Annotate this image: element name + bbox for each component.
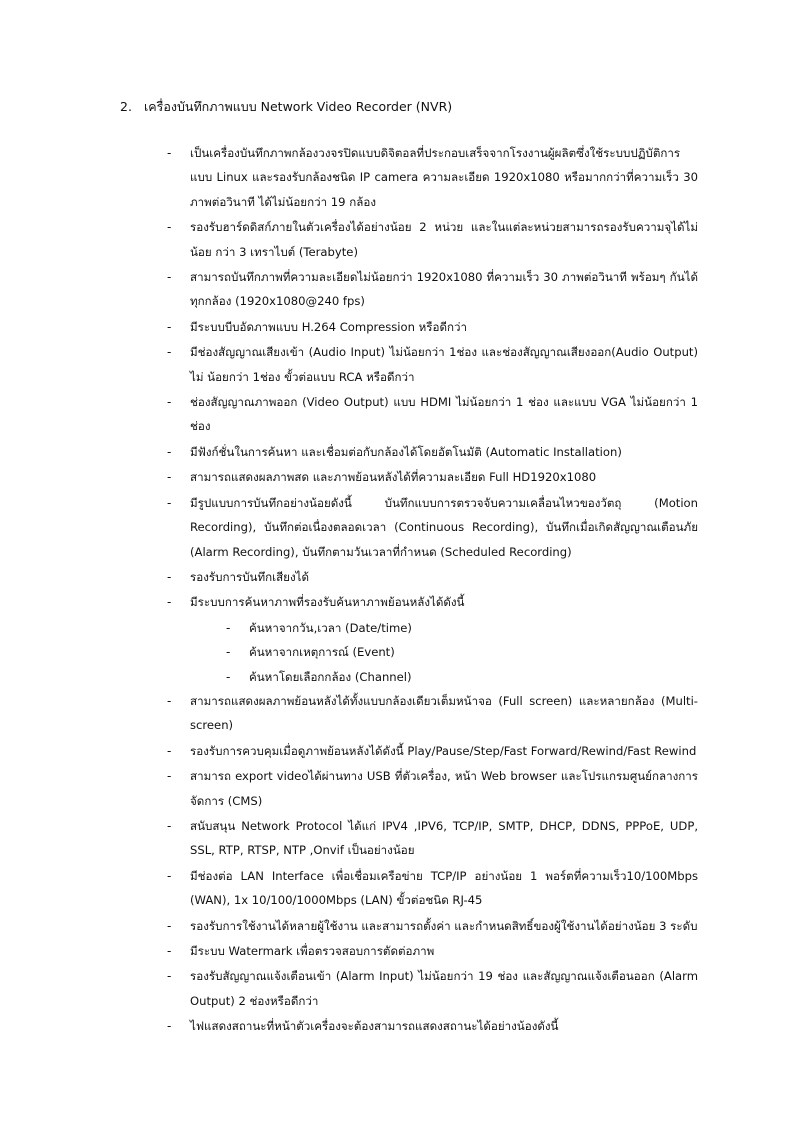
- spec-item-text: รองรับการบันทึกเสียงได้: [190, 569, 309, 584]
- spec-subitem-text: ค้นหาจากเหตุการณ์ (Event): [249, 645, 395, 660]
- bullet-dash: -: [167, 944, 172, 958]
- spec-item-text: สามารถบันทึกภาพที่ความละเอียดไม่น้อยกว่า 1920x1080 ที่ความเร็ว 30 ภาพต่อวินาที พร้อมๆ กันได้ ทุกกล้อง (1920x1080@240 fps): [190, 270, 698, 309]
- spec-item: [0, 939, 794, 963]
- spec-list: [0, 141, 794, 1040]
- bullet-dash: -: [167, 444, 172, 459]
- spec-subitem: [0, 665, 794, 689]
- spec-item-text: เป็นเครื่องบันทึกภาพกล้องวงจรปิดแบบดิจิตอลที่ประกอบเสร็จจากโรงงานผู้ผลิตซึ่งใช้ระบบปฏิบัติการ แบบ Linux และรองรับกล้องชนิด IP camera ความละเอียด 1920x1080 หรือมากกว่าที่ความเร็ว 30 ภาพต่อวินาที ได้ไม่น้อยกว่า 19 กล้อง: [190, 146, 698, 209]
- spec-item: [0, 141, 794, 214]
- spec-item-text: ไฟแสดงสถานะที่หน้าตัวเครื่องจะต้องสามารถแสดงสถานะได้อย่างน้องดังนี้: [190, 1019, 559, 1034]
- bullet-dash: -: [167, 918, 172, 933]
- spec-item-text: มีระบบ Watermark เพื่อตรวจสอบการตัดต่อภาพ: [190, 944, 435, 958]
- bullet-dash: -: [167, 319, 172, 334]
- spec-item-text: มีระบบการค้นหาภาพที่รองรับค้นหาภาพย้อนหลังได้ดังนี้: [190, 595, 465, 610]
- spec-item: [0, 689, 794, 738]
- bullet-dash: -: [167, 743, 172, 758]
- spec-item: [0, 315, 794, 339]
- bullet-dash: -: [167, 868, 172, 883]
- bullet-dash: -: [167, 470, 172, 485]
- bullet-dash: -: [167, 569, 172, 584]
- spec-item-text: รองรับสัญญาณแจ้งเตือนเข้า (Alarm Input) ไม่น้อยกว่า 19 ช่อง และสัญญาณแจ้งเตือนออก (Alarm Output) 2 ช่องหรือดีกว่า: [190, 969, 698, 1008]
- spec-item-text: สามารถ export videoได้ผ่านทาง USB ที่ตัวเครื่อง, หน้า Web browser และโปรแกรมศูนย์กลางการ จัดการ (CMS): [190, 769, 698, 808]
- spec-item: [0, 964, 794, 1013]
- spec-item-text: สามารถแสดงผลภาพสด และภาพย้อนหลังได้ที่ความละเอียด Full HD1920x1080: [190, 470, 597, 485]
- section-title: เครื่องบันทึกภาพแบบ Network Video Recorder (NVR): [144, 99, 453, 114]
- spec-item-text: มีฟังก์ชั่นในการค้นหา และเชื่อมต่อกับกล้องได้โดยอัตโนมัติ (Automatic Installation): [190, 444, 622, 459]
- spec-subitem: [0, 640, 794, 664]
- bullet-dash: -: [167, 1019, 172, 1034]
- spec-item: [0, 215, 794, 264]
- sub-bullet-dash: -: [226, 645, 231, 660]
- spec-item: [0, 864, 794, 913]
- sub-bullet-dash: -: [226, 620, 231, 635]
- section-number: 2.: [120, 99, 132, 114]
- spec-item: [0, 491, 794, 564]
- spec-item-text: รองรับฮาร์ดดิสก์ภายในตัวเครื่องได้อย่างน้อย 2 หน่วย และในแต่ละหน่วยสามารถรองรับความจุได้ไม่น้อย กว่า 3 เทราไบต์ (Terabyte): [190, 220, 698, 259]
- spec-item: [0, 465, 794, 489]
- spec-item: [0, 814, 794, 863]
- spec-item: [0, 914, 794, 938]
- spec-item: [0, 764, 794, 813]
- bullet-dash: -: [167, 220, 172, 235]
- spec-item: [0, 340, 794, 389]
- spec-item: [0, 590, 794, 614]
- bullet-dash: -: [167, 495, 172, 510]
- spec-item: [0, 565, 794, 589]
- spec-item-text: มีระบบบีบอัดภาพแบบ H.264 Compression หรือดีกว่า: [190, 319, 468, 334]
- spec-subitem-text: ค้นหาโดยเลือกกล้อง (Channel): [249, 669, 412, 684]
- spec-subitem: [0, 616, 794, 640]
- bullet-dash: -: [167, 693, 172, 708]
- bullet-dash: -: [167, 769, 172, 784]
- spec-item: [0, 265, 794, 314]
- sub-bullet-dash: -: [226, 669, 231, 684]
- spec-item-text: รองรับการควบคุมเมื่อดูภาพย้อนหลังได้ดังนี้ Play/Pause/Step/Fast Forward/Rewind/Fast Rewind: [190, 743, 697, 758]
- bullet-dash: -: [167, 969, 172, 984]
- bullet-dash: -: [167, 818, 172, 833]
- spec-item-text: รองรับการใช้งานได้หลายผู้ใช้งาน และสามารถตั้งค่า และกำหนดสิทธิ์ของผู้ใช้งานได้อย่างน้อย 3 ระดับ: [190, 918, 698, 933]
- spec-subitem-text: ค้นหาจากวัน,เวลา (Date/time): [249, 620, 412, 635]
- spec-item-text: มีรูปแบบการบันทึกอย่างน้อยดังนี้ บันทึกแบบการตรวจจับความเคลื่อนไหวของวัตถุ (Motion Recording), บันทึกต่อเนื่องตลอดเวลา (Continuous Recording), บันทึกเมื่อเกิดสัญญาณเตือนภัย (Alarm Recording), บันทึกตามวันเวลาที่กำหนด (Scheduled Recording): [190, 495, 698, 559]
- bullet-dash: -: [167, 595, 172, 610]
- spec-item: [0, 1014, 794, 1038]
- bullet-dash: -: [167, 395, 172, 410]
- spec-item-text: มีช่องต่อ LAN Interface เพื่อเชื่อมเครือข่าย TCP/IP อย่างน้อย 1 พอร์ตที่ความเร็ว10/100Mbps (WAN), 1x 10/100/1000Mbps (LAN) ขั้วต่อชนิด RJ-45: [190, 868, 698, 908]
- section-heading: [120, 98, 452, 116]
- bullet-dash: -: [167, 345, 172, 360]
- spec-item-text: มีช่องสัญญาณเสียงเข้า (Audio Input) ไม่น้อยกว่า 1ช่อง และช่องสัญญาณเสียงออก(Audio Output) ไม่ น้อยกว่า 1ช่อง ขั้วต่อแบบ RCA หรือดีกว่า: [190, 345, 698, 384]
- spec-item-text: สนับสนุน Network Protocol ได้แก่ IPV4 ,IPV6, TCP/IP, SMTP, DHCP, DDNS, PPPoE, UDP, SSL, RTP, RTSP, NTP ,Onvif เป็นอย่างน้อย: [190, 818, 698, 858]
- bullet-dash: -: [167, 270, 172, 285]
- spec-item: [0, 440, 794, 464]
- spec-item-text: ช่องสัญญาณภาพออก (Video Output) แบบ HDMI ไม่น้อยกว่า 1 ช่อง และแบบ VGA ไม่น้อยกว่า 1 ช่อง: [190, 395, 698, 434]
- spec-item-text: สามารถแสดงผลภาพย้อนหลังได้ทั้งแบบกล้องเดียวเต็มหน้าจอ (Full screen) และหลายกล้อง (Multi-screen): [190, 693, 698, 733]
- spec-item: [0, 739, 794, 763]
- bullet-dash: -: [167, 146, 172, 160]
- spec-item: [0, 390, 794, 439]
